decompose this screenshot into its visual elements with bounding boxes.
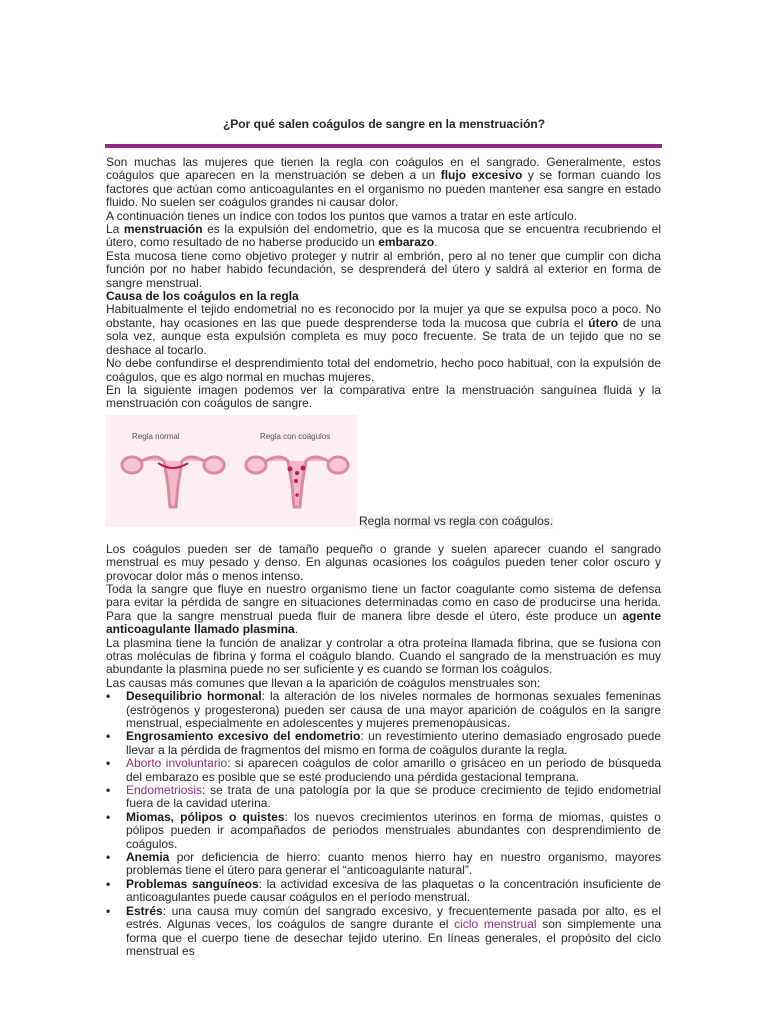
list-item — [106, 690, 661, 730]
text: Habitualmente el tejido endometrial no es reconocido por la mujer ya que se expulsa poco a poco. No obstante, hay ocasiones en las que puede desprenderse toda la mucosa que cubría el — [106, 302, 661, 330]
figure-label-normal: Regla normal — [132, 431, 180, 441]
figure-row — [106, 415, 661, 529]
paragraph-intro — [106, 156, 661, 210]
bold-term-flujo-excesivo: flujo excesivo — [440, 168, 523, 183]
bold-term-plasmina: agente anticoagulante llamado plasmina — [106, 608, 661, 637]
list-item — [106, 905, 661, 959]
text: de una sola vez, aunque esta expulsión completa es muy poco frecuente. Se trata de un tejido que no se deshace al tocarlo. — [106, 315, 661, 357]
cause-text: : se trata de una patología por la que se produce crecimiento de tejido endometrial fuera de la cavidad uterina. — [126, 783, 661, 811]
link-endometriosis[interactable]: Endometriosis — [126, 783, 203, 798]
list-item — [106, 784, 661, 811]
cause-text: : los nuevos crecimientos uterinos en forma de miomas, quistes o pólipos pueden ir acompañados de periodos menstruales abundantes con desprendimiento de coágulos. — [126, 809, 661, 851]
bold-term-embarazo: embarazo — [378, 235, 435, 250]
figure-label-coagulos: Regla con coágulos — [260, 431, 331, 441]
paragraph-plasmina-funcion: La plasmina tiene la función de analizar y controlar a otra proteína llamada fibrina, que se fusiona con otras moléculas de fibrina y forma el coágulo blando. Cuando el sangrado de la menstruación es muy abundante la plasmina puede no ser suficiente y es cuando se forman los coágulos. — [106, 635, 661, 677]
paragraph-mucosa: Esta mucosa tiene como objetivo proteger y nutrir al embrión, pero al no tener que cumplir con dicha función por no haber habido fecundación, se desprenderá del útero y saldrá al exterior en forma de sangre menstrual. — [106, 248, 661, 290]
cause-text: : un revestimiento uterino demasiado engrosado puede llevar a la pérdida de fragmentos del mismo en forma de coágulos durante la regla. — [126, 729, 661, 757]
cause-term: Estrés — [126, 903, 163, 918]
section-heading-causa: Causa de los coágulos en la regla — [106, 289, 299, 304]
text: y se forman cuando los factores que actúan como anticoagulantes en el organismo no pueden mantener esa sangre en estado fluido. No suelen ser coágulos grandes ni causar dolor. — [106, 168, 661, 210]
cause-text: : si aparecen coágulos de color amarillo o grisáceo en un periodo de búsqueda del embarazo es posible que se esté produciendo una pérdida gestacional temprana. — [126, 756, 661, 784]
figure-caption: Regla normal vs regla con coágulos. — [359, 514, 554, 529]
cause-text: : la actividad excesiva de las plaquetas o la concentración insuficiente de anticoagulantes puede causar coágulos en el período menstrual. — [126, 876, 661, 905]
paragraph-tamano: Los coágulos pueden ser de tamaño pequeño o grande y suelen aparecer cuando el sangrado menstrual es muy pesado y denso. En algunas ocasiones los coágulos pueden tener color oscuro y provocar dolor más o menos intenso. — [106, 541, 661, 583]
paragraph-causas-intro: Las causas más comunes que llevan a la aparición de coágulos menstruales son: — [106, 675, 541, 690]
text: Son muchas las mujeres que tienen la regla con coágulos en el sangrado. Generalmente, estos coágulos que aparecen en la menstruación se deben a un — [106, 155, 661, 183]
cause-text: : la alteración de los niveles normales de hormonas sexuales femeninas (estrógenos y progesterona) pueden ser causa de una mayor aparición de coágulos en la sangre menstrual, especialmente en adolescentes y mujeres premenopáusicas. — [126, 689, 662, 730]
link-ciclo-menstrual[interactable]: ciclo menstrual — [454, 917, 537, 932]
uterus-clots-icon — [246, 457, 348, 507]
paragraph-plasmina-intro — [106, 583, 661, 637]
cause-text: : una causa muy común del sangrado excesivo, y frecuentemente pasada por alto, es el estrés. Algunas veces, los coágulos de sangre durante el — [126, 903, 661, 932]
text: es la expulsión del endometrio, que es la mucosa que se encuentra recubriendo el útero, como resultado de no haberse producido un — [106, 222, 662, 250]
list-item — [106, 730, 661, 757]
list-item — [106, 851, 661, 878]
cause-term: Anemia — [126, 850, 170, 865]
cause-term: Miomas, pólipos o quistes — [126, 809, 285, 824]
text: Toda la sangre que fluye en nuestro organismo tiene un factor coagulante como sistema de defensa para evitar la pérdida de sangre en situaciones determinadas como en caso de producirse una herida. Para que la sangre menstrual pueda fluir de manera libre desde el útero, éste produce un — [106, 581, 661, 623]
bold-term-menstruacion: menstruación — [123, 222, 203, 237]
text: . — [434, 235, 438, 250]
uterus-illustration — [106, 415, 357, 527]
list-item — [106, 811, 661, 851]
cause-text: son simplemente una forma que el cuerpo tiene de desechar tejido uterino. En líneas generales, el propósito del ciclo menstrual es — [126, 917, 661, 958]
cause-term: Problemas sanguíneos — [126, 876, 259, 891]
causes-list — [106, 690, 661, 958]
uterus-comparison-figure — [106, 415, 357, 527]
page-title: ¿Por qué salen coágulos de sangre en la menstruación? — [222, 117, 546, 131]
uterus-normal-icon — [122, 457, 224, 507]
title-divider — [105, 144, 662, 148]
cause-term: Engrosamiento excesivo del endometrio — [126, 729, 361, 744]
text: La — [106, 222, 124, 237]
list-item — [106, 878, 661, 905]
paragraph-menstruacion — [106, 223, 661, 250]
text: . — [294, 622, 299, 637]
paragraph-imagen-intro: En la siguiente imagen podemos ver la comparativa entre la menstruación sanguínea fluida y la menstruación con coágulos de sangre. — [106, 382, 661, 411]
article-body — [106, 156, 661, 958]
paragraph-tejido — [106, 303, 661, 357]
link-aborto-involuntario[interactable]: Aborto involuntario — [126, 756, 228, 771]
paragraph-index-note: A continuación tienes un índice con todos los puntos que vamos a tratar en este artículo. — [106, 208, 577, 223]
cause-term: Desequilibrio hormonal — [126, 689, 262, 704]
list-item — [106, 757, 661, 784]
cause-text: por deficiencia de hierro: cuanto menos hierro hay en nuestro organismo, mayores problemas tiene el útero para generar el “anticoagulante natural”. — [126, 850, 661, 878]
paragraph-desprendimiento: No debe confundirse el desprendimiento total del endometrio, hecho poco habitual, con la expulsión de coágulos, que es algo normal en muchas mujeres. — [106, 356, 661, 384]
bold-term-utero: útero — [588, 315, 619, 330]
